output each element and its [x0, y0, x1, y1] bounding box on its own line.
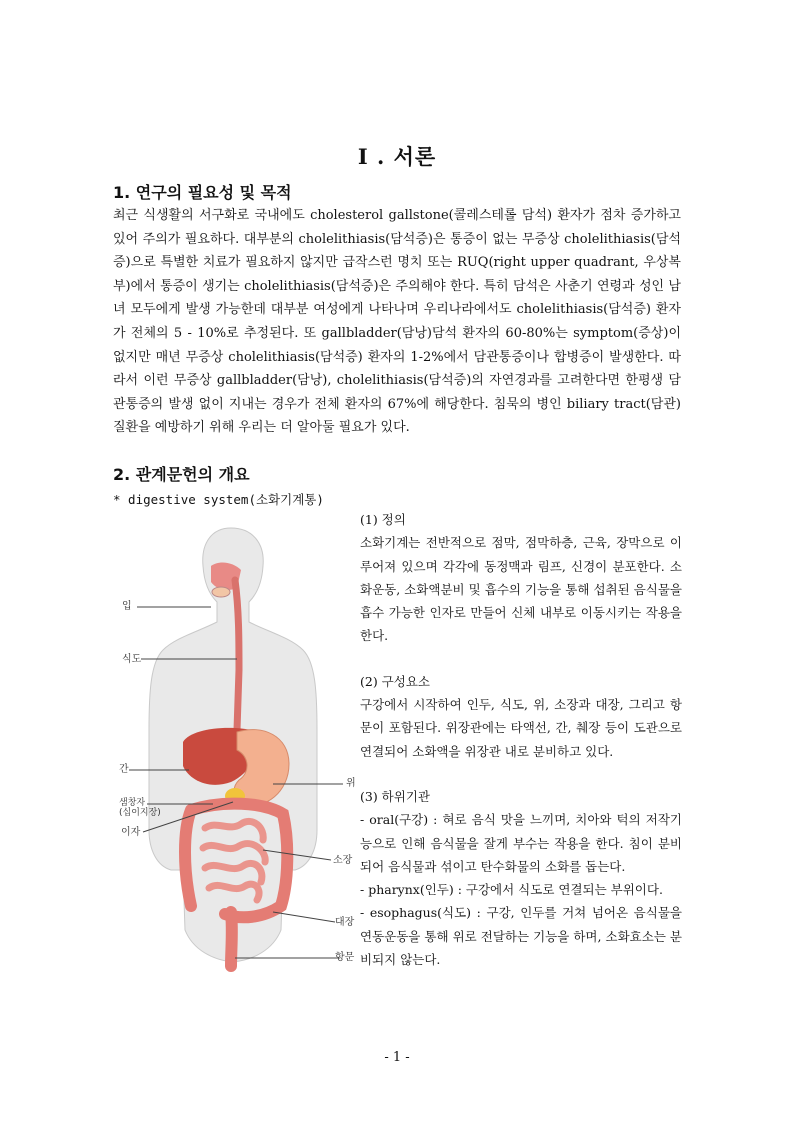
item3-line-esophagus: - esophagus(식도) : 구강, 인두를 거쳐 넘어온 음식물을 연동운동을 통해 위로 전달하는 기능을 하며, 소화효소는 분비되지 않는다.	[360, 905, 682, 968]
digestive-system-illustration	[113, 510, 358, 1015]
section2-subheading: * digestive system(소화기계통)	[113, 492, 324, 507]
label-duodenum: 샘창자 (십이지장)	[119, 798, 161, 818]
label-pancreas: 이자	[121, 827, 141, 838]
label-small-intestine: 소장	[333, 855, 353, 866]
label-anus: 항문	[335, 952, 355, 963]
label-large-intestine: 대장	[335, 917, 355, 928]
label-stomach: 위	[346, 778, 356, 789]
item3-title: (3) 하위기관	[360, 788, 430, 804]
item2-title: (2) 구성요소	[360, 673, 430, 689]
item3-line-pharynx: - pharynx(인두) : 구강에서 식도로 연결되는 부위이다.	[360, 882, 663, 898]
item1-body: 소화기계는 전반적으로 점막, 점막하층, 근육, 장막으로 이루어져 있으며 각각에 동정맥과 림프, 신경이 분포한다. 소화운동, 소화액분비 및 흡수의 기능을 통해 섭취된 음식물을 흡수 가능한 인자로 만들어 신체 내부로 이동시키는 작용을 한다.	[360, 535, 682, 644]
section2-heading: 2. 관계문헌의 개요	[113, 465, 250, 484]
digestive-system-figure	[113, 510, 358, 1015]
item1-title: (1) 정의	[360, 512, 406, 527]
definitions-column	[360, 508, 682, 971]
page-number: - 1 -	[384, 1050, 410, 1065]
label-mouth: 입	[122, 601, 132, 612]
label-esophagus: 식도	[122, 654, 142, 665]
item3-line-oral: - oral(구강) : 혀로 음식 맛을 느끼며, 치아와 턱의 저작기능으로 인해 음식물을 잘게 부수는 작용을 한다. 침이 분비되어 음식물과 섞이고 탄수화물의 소화를 돕는다.	[360, 812, 682, 874]
item2-body: 구강에서 시작하여 인두, 식도, 위, 소장과 대장, 그리고 항문이 포함된다. 위장관에는 타액선, 간, 췌장 등이 도관으로 연결되어 소화액을 위장관 내로 분비하고 있다.	[360, 697, 682, 759]
page-title: I . 서론	[357, 144, 437, 169]
section1-heading: 1. 연구의 필요성 및 목적	[113, 183, 292, 202]
label-liver: 간	[119, 764, 129, 775]
section1-body: 최근 식생활의 서구화로 국내에도 cholesterol gallstone(콜레스테롤 담석) 환자가 점차 증가하고 있어 주의가 필요하다. 대부분의 cholelithiasis(담석증)은 통증이 없는 무증상 cholelithiasis(담석증)으로 특별한 치료가 필요하지 않지만 급작스런 명치 또는 RUQ(right upper quadrant, 우상복부)에서 통증이 생기는 cholelithiasis(담석증)은 주의해야 한다. 특히 담석은 사춘기 연령과 성인 남녀 모두에게 발생 가능한데 대부분 여성에게 나타나며 우리나라에서도 cholelithiasis(담석증) 환자가 전체의 5 - 10%로 추정된다. 또 gallbladder(담낭)담석 환자의 60-80%는 symptom(증상)이 없지만 매년 무증상 cholelithiasis(담석증) 환자의 1-2%에서 담관통증이나 합병증이 발생한다. 따라서 이런 무증상 gallbladder(담낭), cholelithiasis(담석증)의 자연경과를 고려한다면 한평생 담관통증의 발생 없이 지내는 경우가 전체 환자의 67%에 해당한다. 침묵의 병인 biliary tract(담관)질환을 예방하기 위해 우리는 더 알아둘 필요가 있다.	[113, 208, 681, 436]
